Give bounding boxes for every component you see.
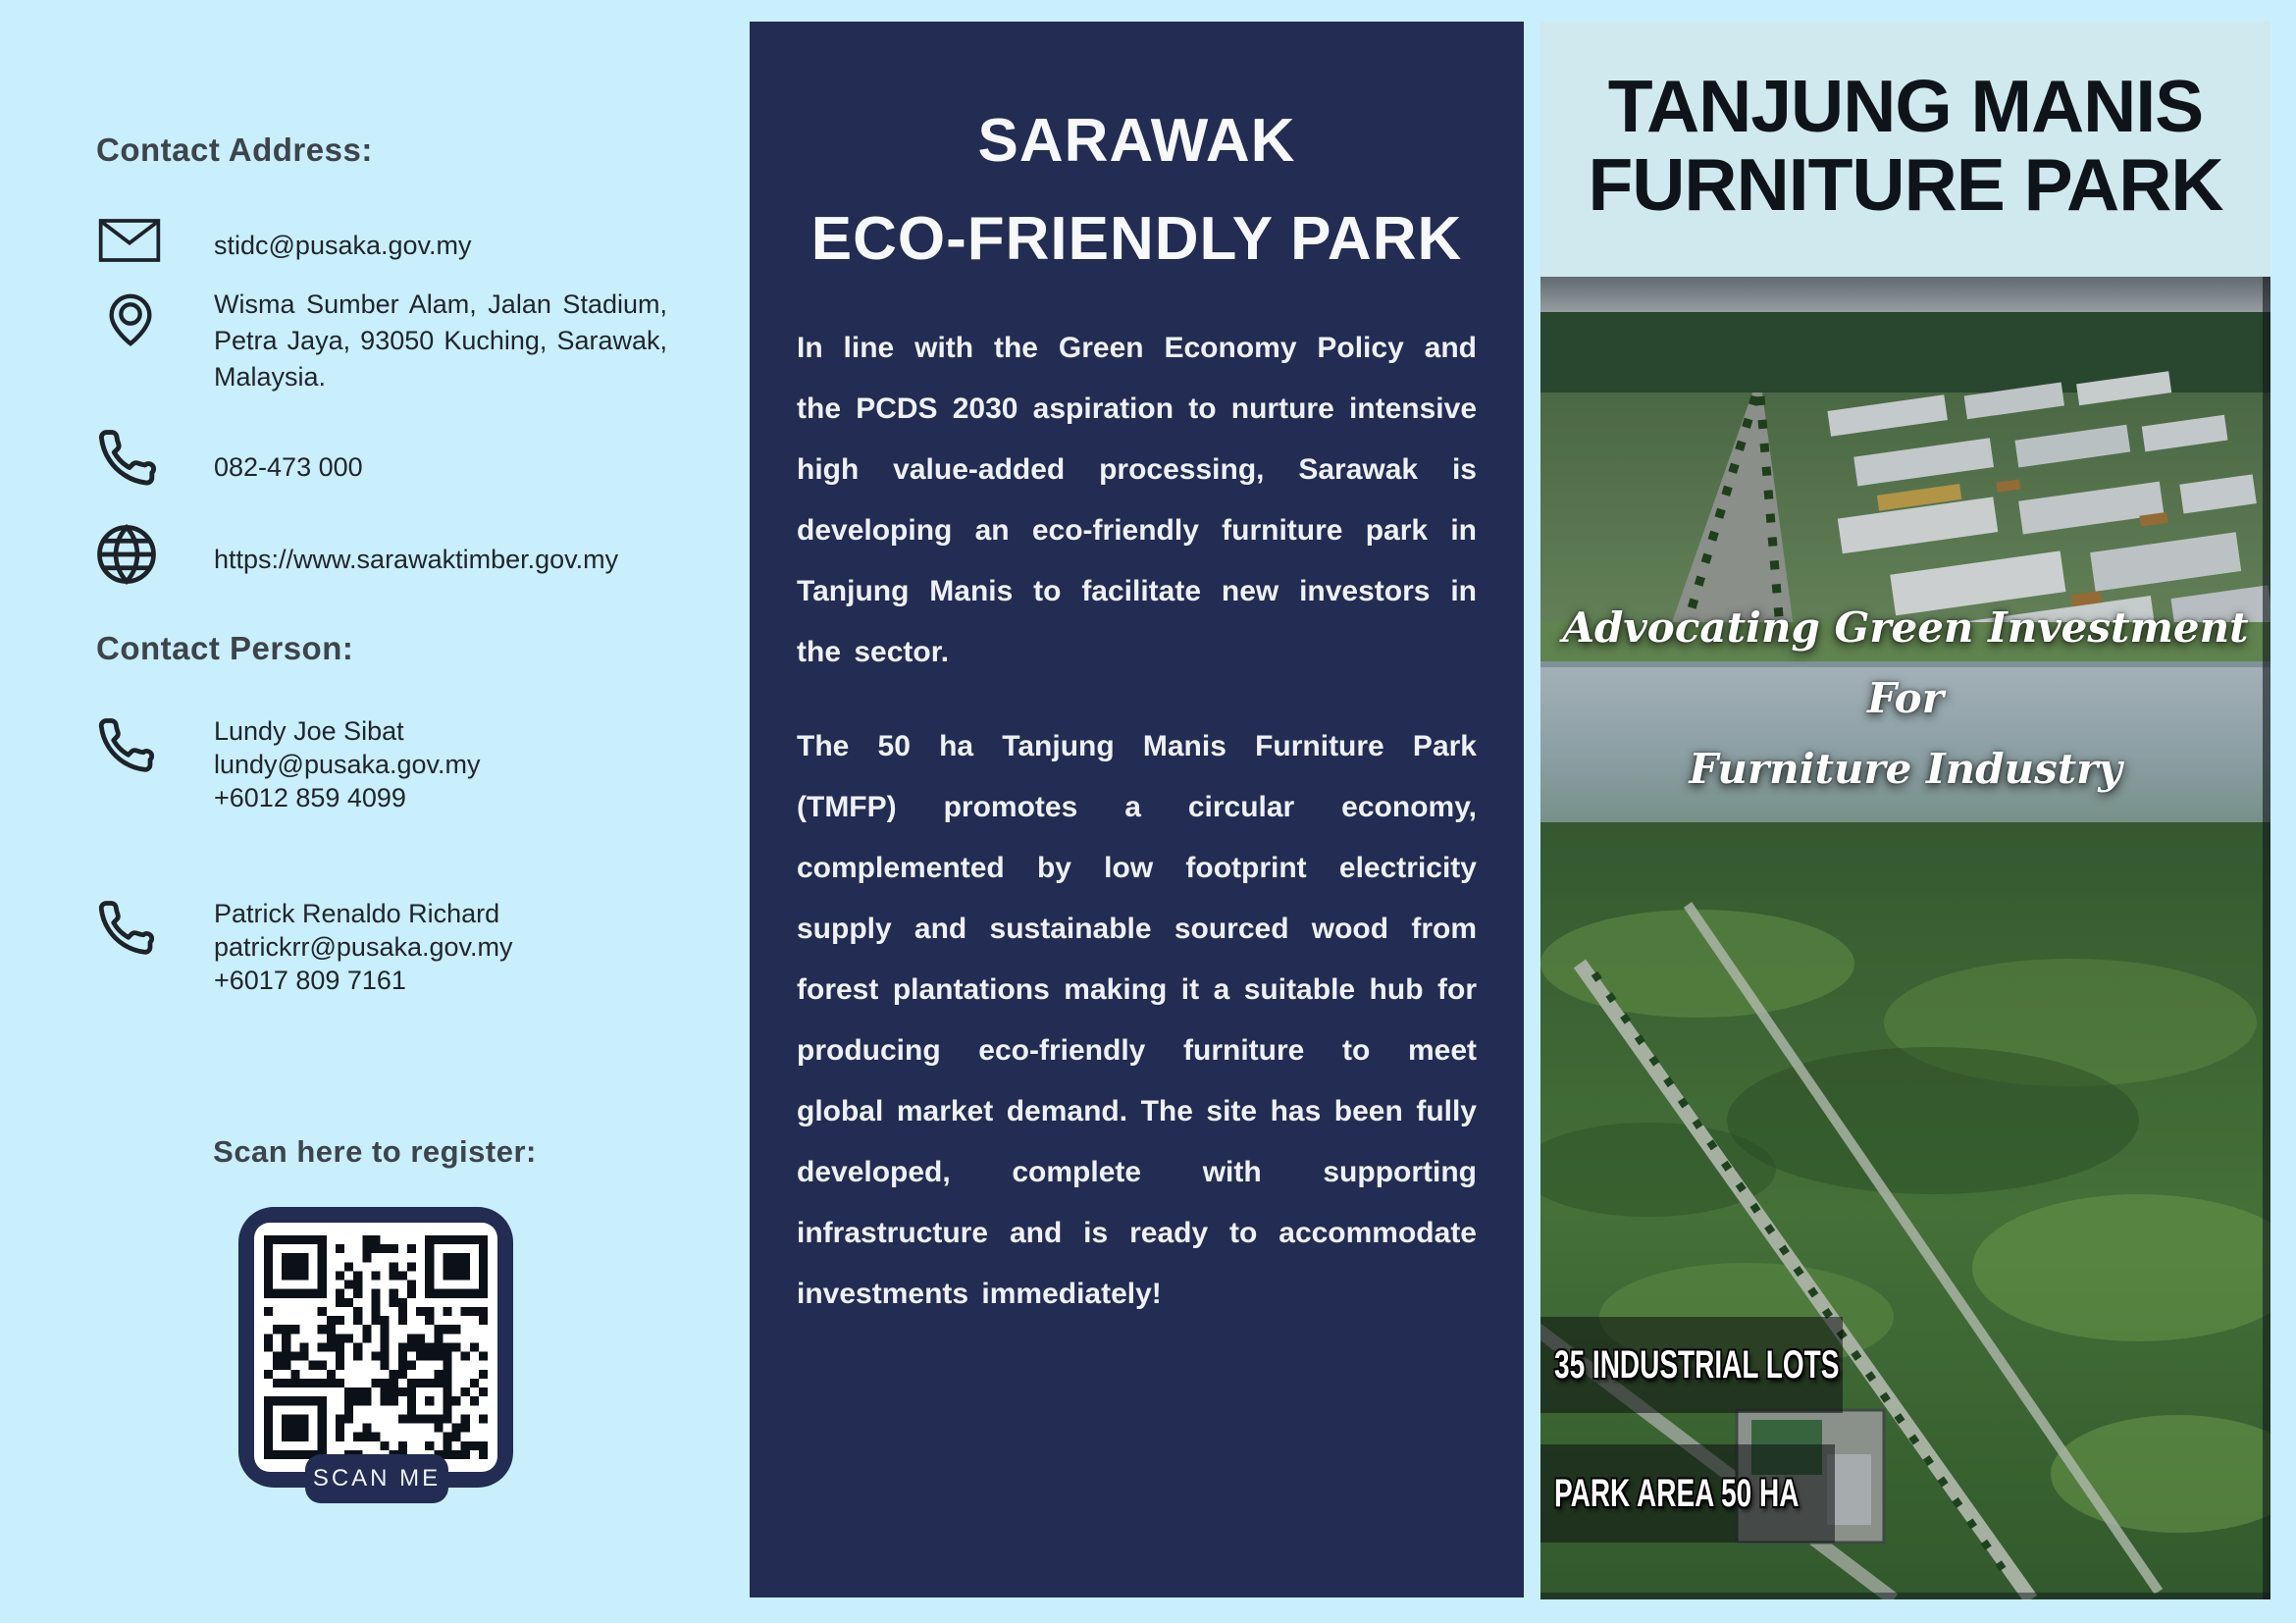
cover-title-line1: TANJUNG MANIS (1607, 65, 2204, 147)
phone-icon (96, 901, 155, 960)
scan-register-heading: Scan here to register: (213, 1134, 537, 1169)
middle-title-line1: SARAWAK (977, 107, 1296, 175)
scan-me-badge: SCAN ME (305, 1454, 448, 1503)
contact-person-heading: Contact Person: (96, 630, 354, 666)
contact-panel (0, 0, 750, 1623)
aerial-photo (1540, 277, 2270, 1599)
contact-website: https://www.sarawaktimber.gov.my (214, 545, 619, 574)
person-email: patrickrr@pusaka.gov.my (214, 932, 513, 962)
photo-caption-line2: Furniture Industry (1689, 745, 2122, 793)
contact-person-1 (214, 714, 667, 814)
contact-email: stidc@pusaka.gov.my (214, 231, 472, 260)
contact-address: Wisma Sumber Alam, Jalan Stadium, Petra Jaya, 93050 Kuching, Sarawak, Malaysia. (214, 289, 667, 392)
middle-title-line2: ECO-FRIENDLY PARK (810, 205, 1463, 273)
intro-paragraph-1: In line with the Green Economy Policy and the PCDS 2030 aspiration to nurture intensive high value-added processing, Sarawak is developing an eco-friendly furniture park in Tanjung Manis to facilitate new investors in the sector. (797, 332, 1477, 668)
park-area-label: PARK AREA 50 HA (1554, 1471, 1800, 1515)
cover-title (1540, 22, 2270, 224)
phone-icon (96, 718, 155, 777)
person-phone: +6017 809 7161 (214, 966, 406, 995)
cover-title-line2: FURNITURE PARK (1588, 143, 2223, 226)
cover-panel (1540, 22, 2270, 1599)
photo-caption-line1: Advocating Green Investment For (1562, 603, 2249, 722)
contact-phone: 082-473 000 (214, 452, 363, 482)
intro-panel (750, 22, 1524, 1597)
intro-paragraph-2: The 50 ha Tanjung Manis Furniture Park (TMFP) promotes a circular economy, complemented by low footprint electricity supply and sustainable sourced wood from forest plantations making it a suitable hub for producing eco-friendly furniture to meet global market demand. The site has been fully developed, complete with supporting infrastructure and is ready to accommodate investments immediately! (797, 730, 1477, 1310)
person-email: lundy@pusaka.gov.my (214, 750, 481, 779)
map-pin-icon (102, 281, 159, 359)
contact-person-2 (214, 897, 667, 997)
park-area-badge (1540, 1444, 1835, 1543)
person-phone: +6012 859 4099 (214, 783, 406, 812)
phone-icon (96, 430, 157, 491)
qr-code (238, 1207, 513, 1488)
cover-header (1540, 22, 2270, 277)
industrial-lots-badge (1540, 1317, 1843, 1413)
industrial-lots-label: 35 INDUSTRIAL LOTS (1554, 1342, 1840, 1387)
qr-code-modules (254, 1223, 497, 1472)
globe-icon (94, 522, 159, 587)
envelope-icon (98, 218, 161, 263)
photo-caption (1540, 593, 2270, 805)
person-name: Patrick Renaldo Richard (214, 899, 500, 928)
middle-panel-title (750, 92, 1524, 288)
person-name: Lundy Joe Sibat (214, 716, 404, 746)
contact-address-heading: Contact Address: (96, 131, 373, 168)
